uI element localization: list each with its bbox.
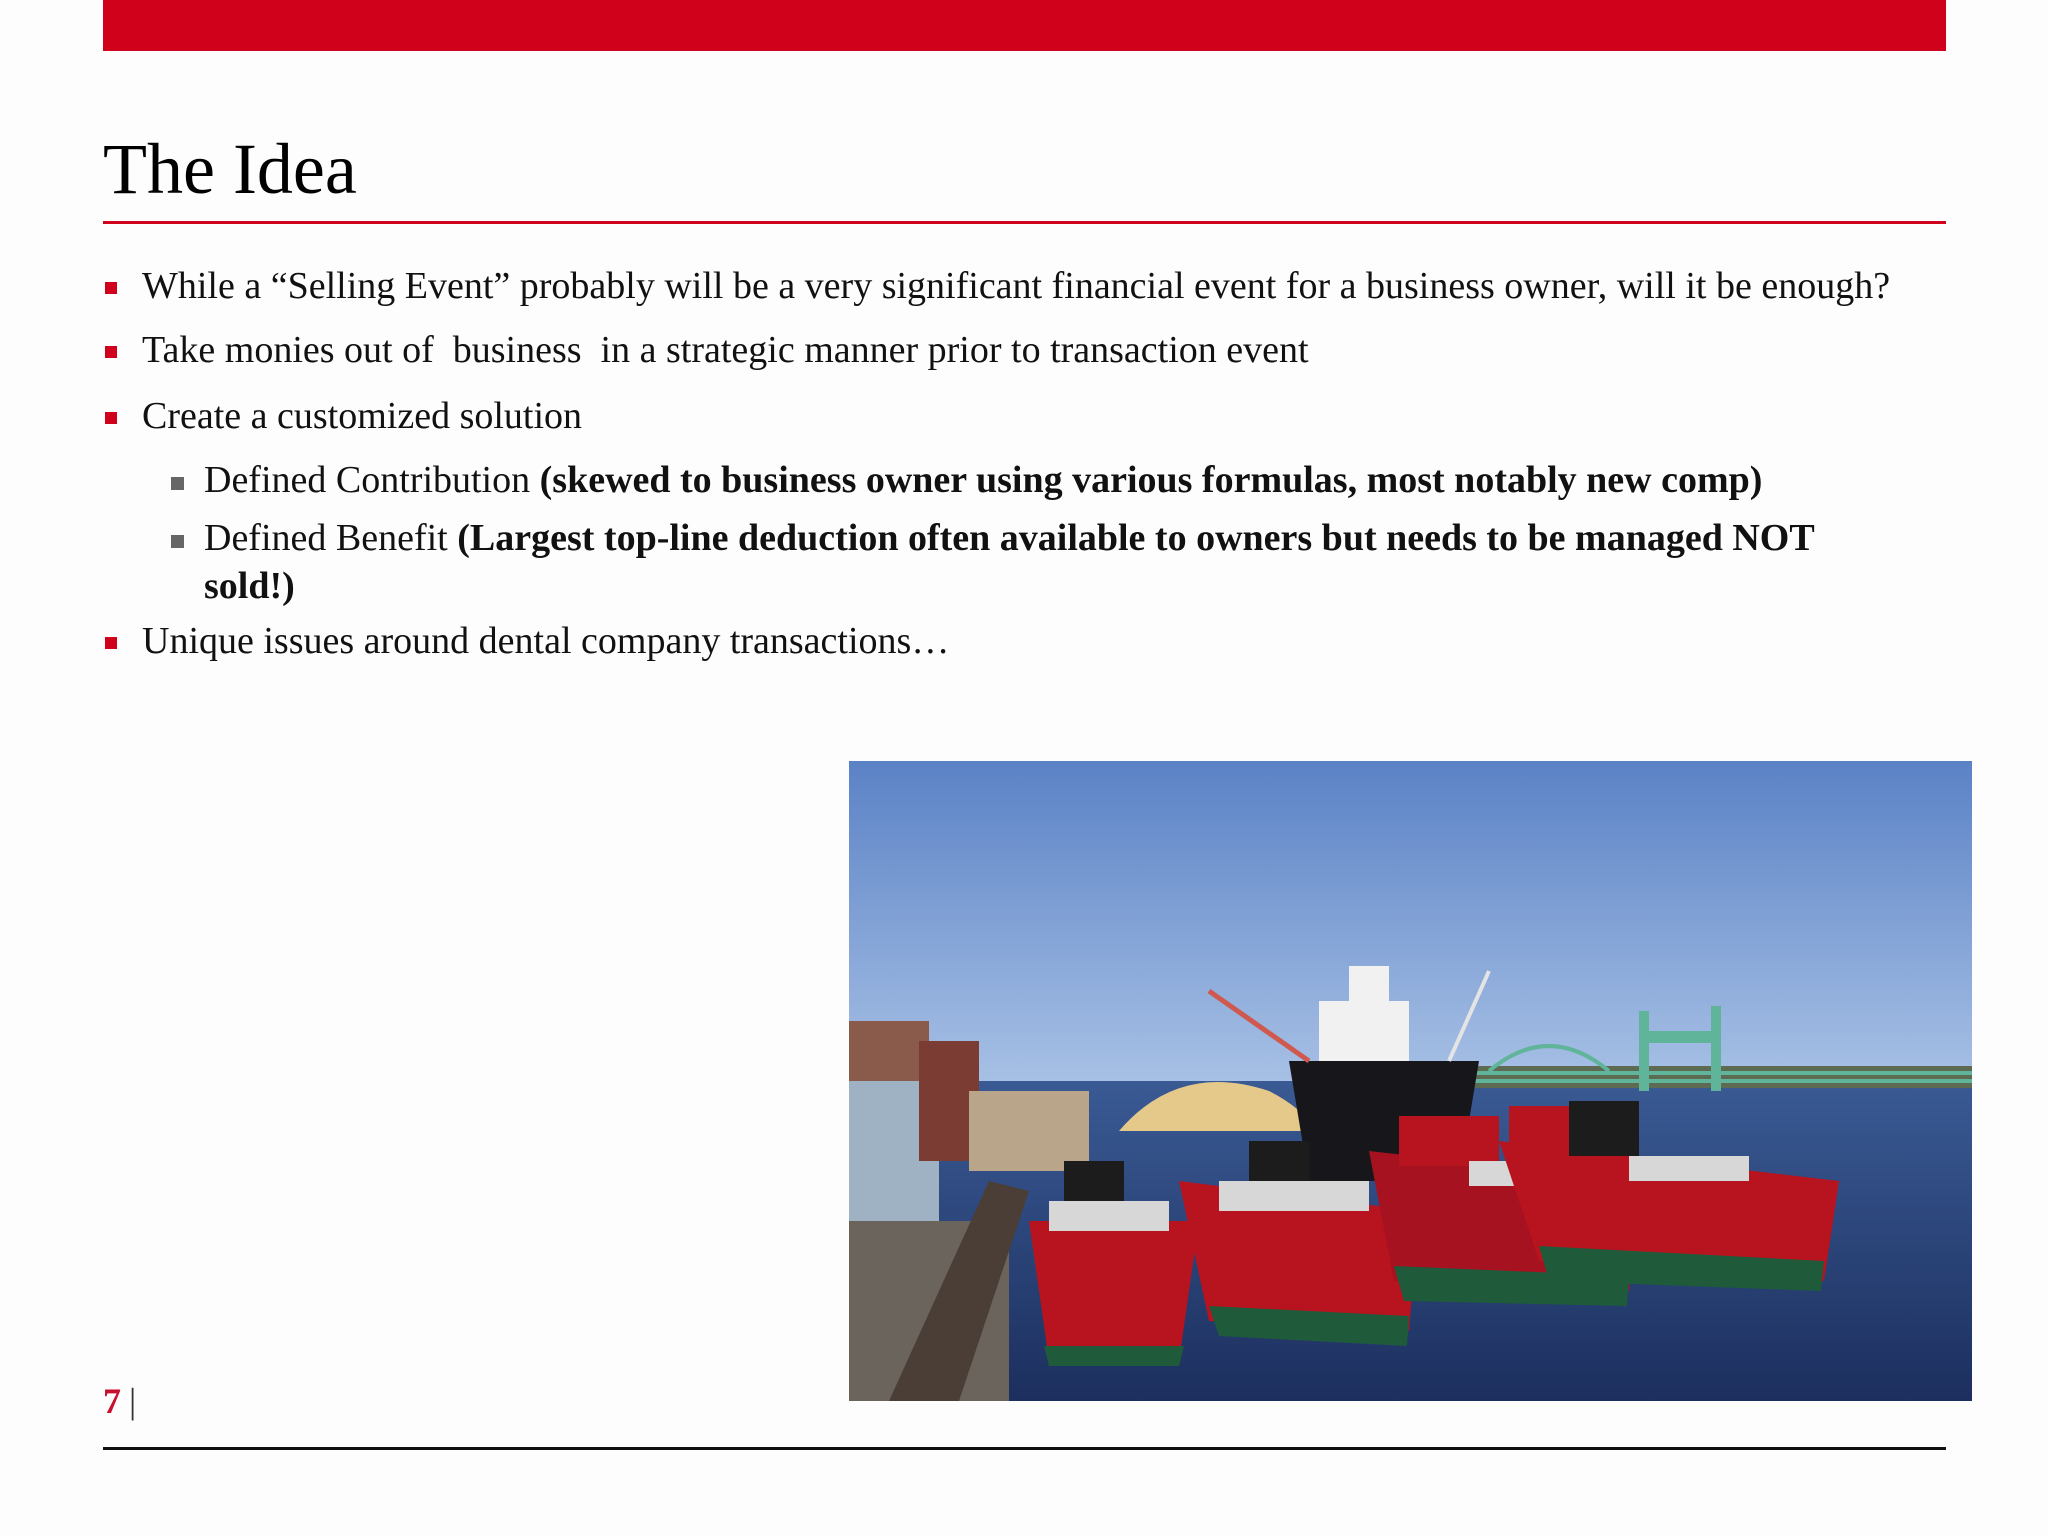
bullet-item: [103, 617, 1903, 665]
sub-bullet-plain-text: Defined Contribution: [204, 459, 540, 501]
square-sub-bullet-icon: [171, 477, 184, 490]
sub-bullet-bold-text: (Largest top-line deduction often available to owners but needs to be managed NOT sold!): [204, 517, 1814, 607]
bullet-item: [103, 392, 1903, 440]
harbor-tugboats-photo: [849, 761, 1972, 1401]
square-sub-bullet-icon: [171, 535, 184, 548]
title-underline: [103, 221, 1946, 224]
footer-rule: [103, 1447, 1946, 1450]
page-number-separator: |: [129, 1381, 137, 1421]
square-bullet-icon: [105, 637, 117, 649]
slide-content: [103, 262, 1903, 665]
bullet-item: [103, 262, 1903, 310]
square-bullet-icon: [105, 282, 117, 294]
square-bullet-icon: [105, 412, 117, 424]
sub-bullet-plain-text: Defined Benefit: [204, 517, 458, 559]
sub-bullet-bold-text: (skewed to business owner using various formulas, most notably new comp): [539, 459, 1763, 501]
sub-bullet-item: [166, 456, 1903, 504]
sub-bullet-item: [166, 514, 1903, 610]
slide-title: The Idea: [103, 129, 357, 209]
bullet-item: [103, 326, 1903, 374]
page-number: [103, 1380, 136, 1422]
square-bullet-icon: [105, 346, 117, 358]
bullet-text: Unique issues around dental company transactions…: [142, 620, 950, 662]
bullet-text: While a “Selling Event” probably will be a very significant financial event for a business owner, will it be enough?: [142, 265, 1891, 307]
page-number-value: 7: [103, 1381, 121, 1421]
bullet-text: Take monies out of business in a strategic manner prior to transaction event: [142, 329, 1309, 371]
bullet-text: Create a customized solution: [142, 395, 583, 437]
top-accent-bar: [103, 0, 1946, 51]
